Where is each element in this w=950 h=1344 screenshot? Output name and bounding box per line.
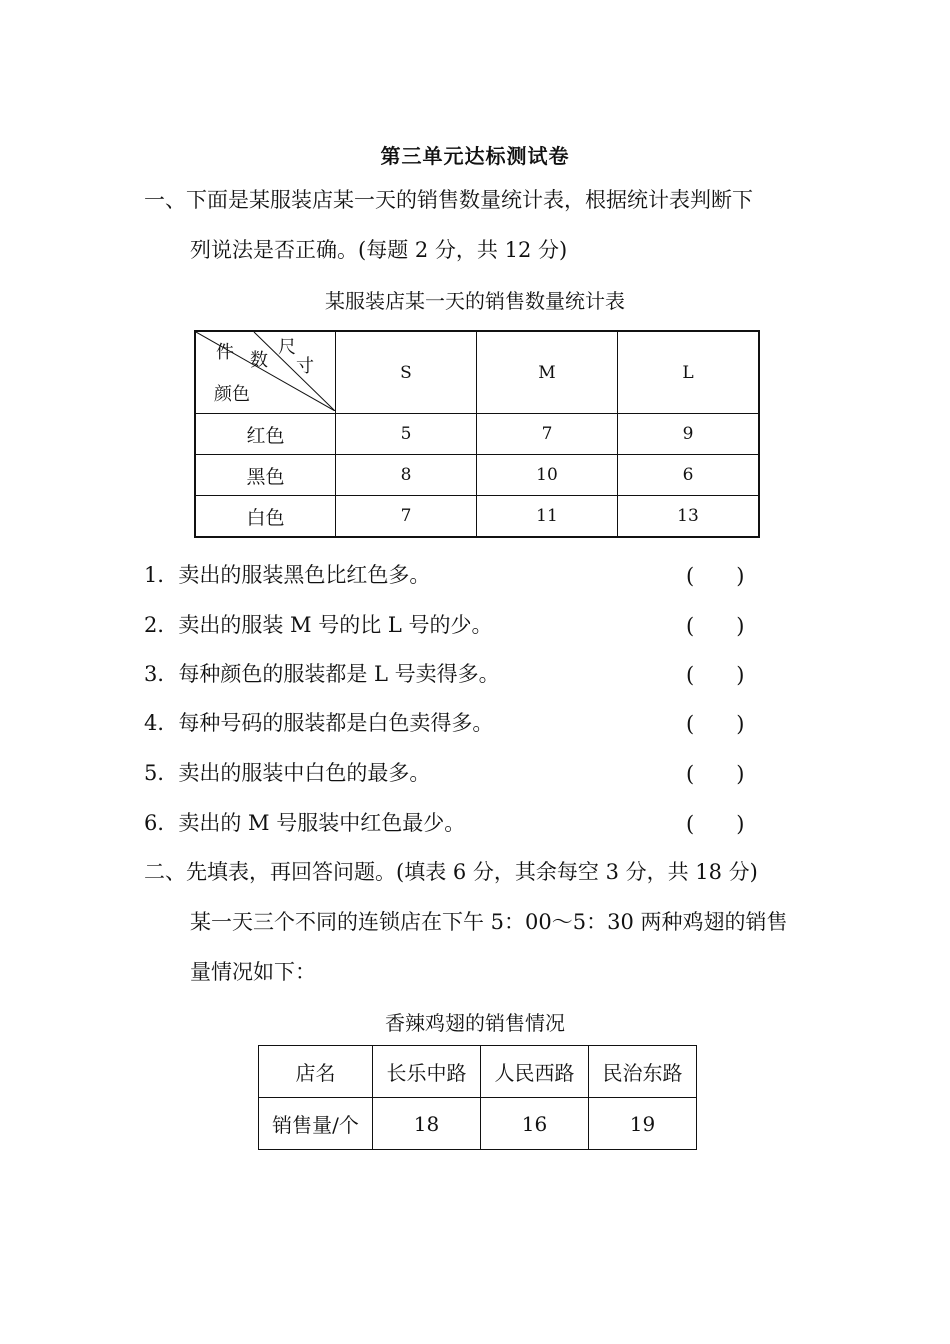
- answer-blank-5[interactable]: ( ): [686, 762, 745, 786]
- table-row: [259, 1098, 697, 1150]
- statement-1: 1．卖出的服装黑色比红色多。: [144, 563, 431, 587]
- corner-label-jian: 件: [216, 342, 234, 363]
- table-cell: 6: [618, 455, 760, 496]
- table1-header-row: [195, 331, 759, 414]
- sales-table-clothing: [194, 330, 760, 538]
- table1-caption: 某服装店某一天的销售数量统计表: [325, 289, 625, 313]
- table-cell: 9: [618, 414, 760, 455]
- table2-caption: 香辣鸡翅的销售情况: [385, 1011, 565, 1035]
- statement-6: 6．卖出的 M 号服装中红色最少。: [144, 811, 466, 835]
- table-cell: 7: [477, 414, 618, 455]
- header-store-3: 民治东路: [589, 1046, 697, 1098]
- row-label-white: 白色: [195, 496, 336, 538]
- row-label-black: 黑色: [195, 455, 336, 496]
- col-header-s: S: [336, 331, 477, 414]
- answer-blank-2[interactable]: ( ): [686, 614, 745, 638]
- part1-heading-line1: 一、下面是某服装店某一天的销售数量统计表，根据统计表判断下: [144, 188, 753, 212]
- part2-intro-line1: 某一天三个不同的连锁店在下午 5：00～5：30 两种鸡翅的销售: [190, 910, 788, 934]
- table-cell: 8: [336, 455, 477, 496]
- part2-intro-line2: 量情况如下：: [190, 960, 316, 984]
- sales-table-wings: [258, 1045, 697, 1150]
- table2-header-row: [259, 1046, 697, 1098]
- table-row: [195, 455, 759, 496]
- corner-label-cun: 寸: [296, 356, 314, 377]
- corner-label-chi: 尺: [278, 337, 296, 358]
- table-row: [195, 496, 759, 538]
- table-cell: 18: [373, 1098, 481, 1150]
- table-cell: 19: [589, 1098, 697, 1150]
- statement-3: 3．每种颜色的服装都是 L 号卖得多。: [144, 662, 500, 686]
- col-header-m: M: [477, 331, 618, 414]
- statement-2: 2．卖出的服装 M 号的比 L 号的少。: [144, 613, 493, 637]
- table-cell: 11: [477, 496, 618, 538]
- table-row: [195, 414, 759, 455]
- part1-heading-line2: 列说法是否正确。(每题 2 分，共 12 分): [190, 238, 568, 262]
- table1-corner-cell: [195, 331, 336, 414]
- table-cell: 13: [618, 496, 760, 538]
- header-store-2: 人民西路: [481, 1046, 589, 1098]
- corner-label-shu: 数: [250, 350, 268, 371]
- table-cell: 10: [477, 455, 618, 496]
- header-store-name: 店名: [259, 1046, 373, 1098]
- answer-blank-1[interactable]: ( ): [686, 564, 745, 588]
- part2-heading: 二、先填表，再回答问题。(填表 6 分，其余每空 3 分，共 18 分): [144, 860, 758, 884]
- table-cell: 16: [481, 1098, 589, 1150]
- table-cell: 7: [336, 496, 477, 538]
- row-label-sales: 销售量/个: [259, 1098, 373, 1150]
- statement-5: 5．卖出的服装中白色的最多。: [144, 761, 431, 785]
- answer-blank-6[interactable]: ( ): [686, 812, 745, 836]
- table-cell: 5: [336, 414, 477, 455]
- row-label-red: 红色: [195, 414, 336, 455]
- answer-blank-4[interactable]: ( ): [686, 712, 745, 736]
- col-header-l: L: [618, 331, 760, 414]
- page-title: 第三单元达标测试卷: [380, 144, 570, 168]
- answer-blank-3[interactable]: ( ): [686, 663, 745, 687]
- header-store-1: 长乐中路: [373, 1046, 481, 1098]
- corner-label-color: 颜色: [214, 384, 250, 405]
- statement-4: 4．每种号码的服装都是白色卖得多。: [144, 711, 494, 735]
